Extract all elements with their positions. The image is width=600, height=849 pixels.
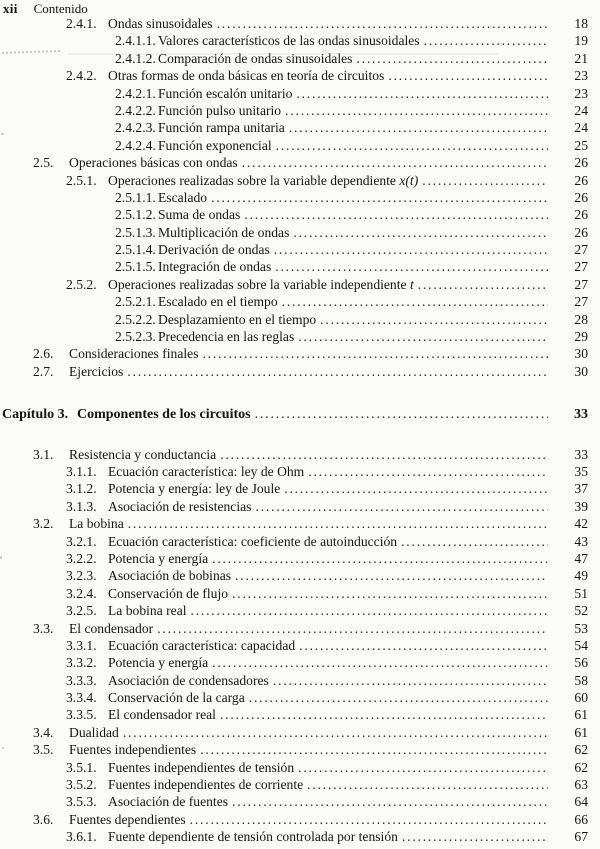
toc-entry-number: 3.3.: [33, 620, 54, 636]
toc-entry: [0, 67, 588, 84]
toc-entry-page: 37: [574, 481, 588, 497]
toc-leader-dots: [244, 206, 548, 223]
toc-leader-dots: [232, 585, 548, 602]
toc-entry-title: Potencia y energía: ley de Joule: [108, 481, 281, 497]
toc-entry-title: Operaciones básicas con ondas: [69, 155, 238, 171]
toc-entry: [0, 533, 588, 550]
toc-leader-dots: [202, 345, 548, 362]
toc-entry-title: Fuentes independientes de tensión: [108, 759, 295, 775]
toc-entry-title: Operaciones realizadas sobre la variable dependiente x(t): [108, 172, 419, 188]
toc-entry: [0, 480, 588, 497]
toc-entry: [0, 759, 588, 776]
toc-entry-page: 24: [574, 120, 588, 136]
toc-entry-title: Escalado: [158, 189, 208, 205]
toc-entry: [0, 32, 588, 49]
toc-leader-dots: [128, 515, 548, 532]
toc-entry-page: 27: [574, 276, 588, 292]
toc-entry-number: 3.3.4.: [66, 690, 97, 706]
toc-entry: [0, 15, 588, 32]
toc-entry-page: 63: [574, 777, 588, 793]
toc-leader-dots: [284, 480, 548, 497]
toc-entry: [0, 724, 588, 741]
toc-entry-title: Función rampa unitaria: [158, 120, 285, 136]
toc-leader-dots: [298, 759, 548, 776]
toc-entry-page: 47: [574, 550, 588, 566]
toc-leader-dots: [235, 567, 548, 584]
toc-entry-number: 2.5.1.2.: [115, 207, 156, 223]
toc-entry-page: 25: [574, 137, 588, 153]
toc-entry: [0, 154, 588, 171]
toc-entry-page: 49: [574, 568, 588, 584]
toc-leader-dots: [217, 15, 548, 32]
toc-leader-dots: [127, 363, 548, 380]
toc-entry: [0, 276, 588, 293]
toc-leader-dots: [422, 172, 548, 189]
toc-entry-page: 61: [574, 724, 588, 740]
toc-entry: [0, 102, 588, 119]
toc-entry: [0, 328, 588, 345]
toc-leader-dots: [308, 463, 548, 480]
toc-entry-number: 3.5.1.: [66, 759, 97, 775]
toc-entry-page: 54: [574, 637, 588, 653]
toc-leader-dots: [191, 602, 548, 619]
toc-leader-dots: [289, 119, 548, 136]
toc-entry-number: 2.5.2.3.: [115, 329, 156, 345]
toc-leader-dots: [273, 672, 548, 689]
toc-entry-number: 3.1.2.: [66, 481, 97, 497]
toc-entry-page: 61: [574, 707, 588, 723]
toc-leader-dots: [255, 406, 548, 423]
toc-entry-number: 3.5.: [33, 742, 54, 758]
toc-leader-dots: [212, 550, 548, 567]
toc-entry-page: 43: [574, 533, 588, 549]
toc-entry: [0, 828, 588, 845]
toc-entry-number: 2.4.1.1.: [115, 33, 156, 49]
toc-entry: [0, 498, 588, 515]
toc-entry-page: 64: [574, 794, 588, 810]
toc-entry: [0, 241, 588, 258]
toc-entry-number: 2.4.2.1.: [115, 85, 156, 101]
toc-entry-title: Conservación de la carga: [108, 690, 245, 706]
toc-entry-page: 51: [574, 585, 588, 601]
toc-entry-number: 3.6.1.: [66, 829, 97, 845]
toc-entry-title: La bobina: [69, 516, 124, 532]
toc-entry-number: 2.5.1.: [66, 172, 97, 188]
toc-entry-number: 3.1.1.: [66, 463, 97, 479]
toc-entry-title: Ecuación característica: coeficiente de autoinducción: [108, 533, 398, 549]
toc-entry-page: 26: [574, 172, 588, 188]
toc-entry-page: 62: [574, 759, 588, 775]
toc-entry-number: 3.2.2.: [66, 550, 97, 566]
toc-leader-dots: [424, 32, 548, 49]
toc-entry: [0, 293, 588, 310]
toc-entry-number: 3.4.: [33, 724, 54, 740]
toc-entry: [0, 585, 588, 602]
toc-leader-dots: [285, 102, 548, 119]
toc-entry-title: Ejercicios: [69, 363, 124, 379]
toc-entry-title: Potencia y energía: [108, 550, 209, 566]
toc-entry-page: 56: [574, 655, 588, 671]
toc-entry-page: 33: [574, 407, 588, 423]
toc-entry-page: 27: [574, 242, 588, 258]
toc-entry-title: Ondas sinusoidales: [108, 16, 213, 31]
toc-entry-number: Capítulo 3.: [2, 407, 69, 423]
toc-entry-page: 23: [574, 85, 588, 101]
toc-entry-page: 23: [574, 68, 588, 84]
toc-entry-number: 2.7.: [33, 363, 54, 379]
toc-entry-title: Conservación de flujo: [108, 585, 229, 601]
toc-entry-page: 19: [574, 33, 588, 49]
toc-entry-title: Consideraciones finales: [69, 346, 199, 362]
toc-entry-title: Derivación de ondas: [158, 242, 270, 258]
toc-entry-title: Fuente dependiente de tensión controlada por tensión: [108, 829, 398, 845]
toc-entry: [0, 224, 588, 241]
toc-leader-dots: [293, 224, 548, 241]
toc-leader-dots: [249, 689, 548, 706]
toc-entry-title: Asociación de resistencias: [108, 498, 252, 514]
toc-entry: [0, 172, 588, 189]
toc-entry-number: 3.3.3.: [66, 672, 97, 688]
toc-entry: [0, 311, 588, 328]
toc-entry-number: 2.5.2.1.: [115, 294, 156, 310]
toc-entry-number: 2.5.1.4.: [115, 242, 156, 258]
toc-leader-dots: [299, 637, 548, 654]
toc-entry-title: Valores característicos de las ondas sinusoidales: [158, 33, 420, 49]
toc-entry: [0, 776, 588, 793]
toc-entry-page: 21: [574, 50, 588, 66]
toc-entry: [0, 515, 588, 532]
toc-entry-title: Fuentes independientes de corriente: [108, 777, 304, 793]
toc-entry: [0, 345, 588, 362]
toc-leader-dots: [220, 706, 548, 723]
toc-leader-dots: [298, 328, 548, 345]
toc-entry-title: Resistencia y conductancia: [69, 446, 217, 462]
toc-entry-page: 26: [574, 224, 588, 240]
toc-entry: [0, 602, 588, 619]
toc-entry-title: Potencia y energía: [108, 655, 209, 671]
toc-entry-page: 26: [574, 207, 588, 223]
running-header: [3, 2, 88, 16]
toc-entry-title: Asociación de bobinas: [108, 568, 232, 584]
toc-leader-dots: [401, 533, 548, 550]
toc-leader-dots: [220, 446, 548, 463]
toc-entry-title: Comparación de ondas sinusoidales: [158, 50, 353, 66]
toc-entry-page: 18: [574, 16, 588, 31]
toc-list: [0, 15, 600, 846]
toc-entry-number: 3.2.4.: [66, 585, 97, 601]
toc-entry-number: 2.4.1.: [66, 16, 97, 31]
toc-leader-dots: [276, 137, 548, 154]
toc-entry-title: Multiplicación de ondas: [158, 224, 290, 240]
toc-leader-dots: [212, 654, 548, 671]
toc-entry-number: 3.1.: [33, 446, 54, 462]
toc-entry-number: 3.1.3.: [66, 498, 97, 514]
toc-entry-title: Dualidad: [69, 724, 119, 740]
toc-entry: [0, 741, 588, 758]
toc-entry-number: 3.6.: [33, 811, 54, 827]
toc-entry-page: 35: [574, 463, 588, 479]
toc-leader-dots: [307, 776, 548, 793]
toc-entry-title: Operaciones realizadas sobre la variable independiente t: [108, 276, 414, 292]
toc-entry-title: Precedencia en las reglas: [158, 329, 295, 345]
toc-entry: [0, 189, 588, 206]
toc-entry-page: 27: [574, 294, 588, 310]
toc-chapter-entry: [0, 406, 588, 423]
toc-entry-title: El condensador: [69, 620, 154, 636]
toc-entry-number: 2.4.2.3.: [115, 120, 156, 136]
toc-entry: [0, 50, 588, 67]
toc-entry: [0, 446, 588, 463]
toc-entry-title: Componentes de los circuitos: [77, 407, 251, 423]
toc-entry-number: 3.2.5.: [66, 603, 97, 619]
toc-leader-dots: [200, 741, 548, 758]
toc-entry-page: 33: [574, 446, 588, 462]
toc-leader-dots: [232, 793, 548, 810]
toc-entry-page: 29: [574, 329, 588, 345]
toc-entry-page: 26: [574, 189, 588, 205]
toc-entry-page: 27: [574, 259, 588, 275]
toc-leader-dots: [157, 620, 548, 637]
toc-entry-title: Función escalón unitario: [158, 85, 293, 101]
toc-entry: [0, 119, 588, 136]
toc-entry-title: Función pulso unitario: [158, 102, 282, 118]
toc-entry: [0, 811, 588, 828]
toc-entry: [0, 206, 588, 223]
toc-entry-page: 67: [574, 829, 588, 845]
toc-leader-dots: [255, 498, 548, 515]
toc-leader-dots: [296, 85, 548, 102]
toc-entry-page: 24: [574, 102, 588, 118]
toc-entry-number: 3.3.1.: [66, 637, 97, 653]
toc-entry: [0, 654, 588, 671]
toc-entry-title-italic: t: [409, 276, 414, 292]
toc-leader-dots: [242, 154, 548, 171]
toc-leader-dots: [356, 50, 548, 67]
toc-entry: [0, 258, 588, 275]
toc-entry-title: Fuentes independientes: [69, 742, 197, 758]
toc-entry-number: 2.4.2.: [66, 68, 97, 84]
toc-entry: [0, 363, 588, 380]
toc-entry-number: 3.2.: [33, 516, 54, 532]
toc-entry-page: 58: [574, 672, 588, 688]
toc-entry-number: 3.5.3.: [66, 794, 97, 810]
toc-leader-dots: [402, 828, 548, 845]
toc-entry: [0, 706, 588, 723]
toc-entry-number: 3.2.1.: [66, 533, 97, 549]
toc-entry-page: 39: [574, 498, 588, 514]
toc-entry-page: 26: [574, 155, 588, 171]
toc-entry-page: 62: [574, 742, 588, 758]
toc-entry-title: Fuentes dependientes: [69, 811, 186, 827]
toc-entry-number: 2.6.: [33, 346, 54, 362]
toc-entry: [0, 85, 588, 102]
toc-entry-title: Otras formas de onda básicas en teoría de circuitos: [108, 68, 385, 84]
toc-entry-page: 42: [574, 516, 588, 532]
toc-entry-number: 2.5.1.3.: [115, 224, 156, 240]
toc-entry: [0, 637, 588, 654]
toc-entry-title: La bobina real: [108, 603, 187, 619]
toc-entry-page: 30: [574, 346, 588, 362]
toc-entry-title: Ecuación característica: ley de Ohm: [108, 463, 305, 479]
toc-entry-number: 3.3.5.: [66, 707, 97, 723]
toc-entry: [0, 672, 588, 689]
toc-entry: [0, 463, 588, 480]
toc-entry-title: Asociación de condensadores: [108, 672, 269, 688]
toc-entry-page: 30: [574, 363, 588, 379]
toc-entry-title: Escalado en el tiempo: [158, 294, 278, 310]
toc-entry-title: Desplazamiento en el tiempo: [158, 311, 317, 327]
toc-leader-dots: [190, 811, 548, 828]
toc-entry-page: 60: [574, 690, 588, 706]
toc-entry-title: Integración de ondas: [158, 259, 272, 275]
toc-leader-dots: [274, 241, 548, 258]
toc-leader-dots: [418, 276, 548, 293]
toc-entry-title: El condensador real: [108, 707, 216, 723]
toc-entry: [0, 793, 588, 810]
toc-entry: [0, 137, 588, 154]
toc-leader-dots: [320, 311, 548, 328]
toc-entry-number: 2.5.: [33, 155, 54, 171]
toc-entry-number: 3.2.3.: [66, 568, 97, 584]
toc-leader-dots: [282, 293, 548, 310]
toc-entry-page: 28: [574, 311, 588, 327]
toc-leader-dots: [388, 67, 548, 84]
toc-entry-title-italic: x(t): [399, 172, 419, 188]
toc-entry-number: 2.4.1.2.: [115, 50, 156, 66]
toc-entry-title: Suma de ondas: [158, 207, 241, 223]
toc-entry-number: 3.3.2.: [66, 655, 97, 671]
running-header-title: Contenido: [33, 1, 88, 16]
toc-entry-title: Asociación de fuentes: [108, 794, 229, 810]
toc-entry-number: 2.5.1.5.: [115, 259, 156, 275]
toc-entry-page: 66: [574, 811, 588, 827]
toc-entry-number: 2.4.2.4.: [115, 137, 156, 153]
toc-entry: [0, 689, 588, 706]
toc-entry-number: 2.5.1.1.: [115, 189, 156, 205]
toc-entry-page: 53: [574, 620, 588, 636]
toc-entry: [0, 620, 588, 637]
toc-entry-title: Ecuación característica: capacidad: [108, 637, 296, 653]
toc-leader-dots: [275, 258, 548, 275]
toc-entry-number: 2.4.2.2.: [115, 102, 156, 118]
toc-entry-title: Función exponencial: [158, 137, 272, 153]
toc-entry: [0, 550, 588, 567]
toc-leader-dots: [123, 724, 548, 741]
toc-leader-dots: [211, 189, 548, 206]
toc-entry-page: 52: [574, 603, 588, 619]
toc-entry-number: 2.5.2.2.: [115, 311, 156, 327]
toc-entry-number: 2.5.2.: [66, 276, 97, 292]
toc-entry-number: 3.5.2.: [66, 777, 97, 793]
page-folio: xii: [3, 1, 18, 16]
toc-entry: [0, 567, 588, 584]
